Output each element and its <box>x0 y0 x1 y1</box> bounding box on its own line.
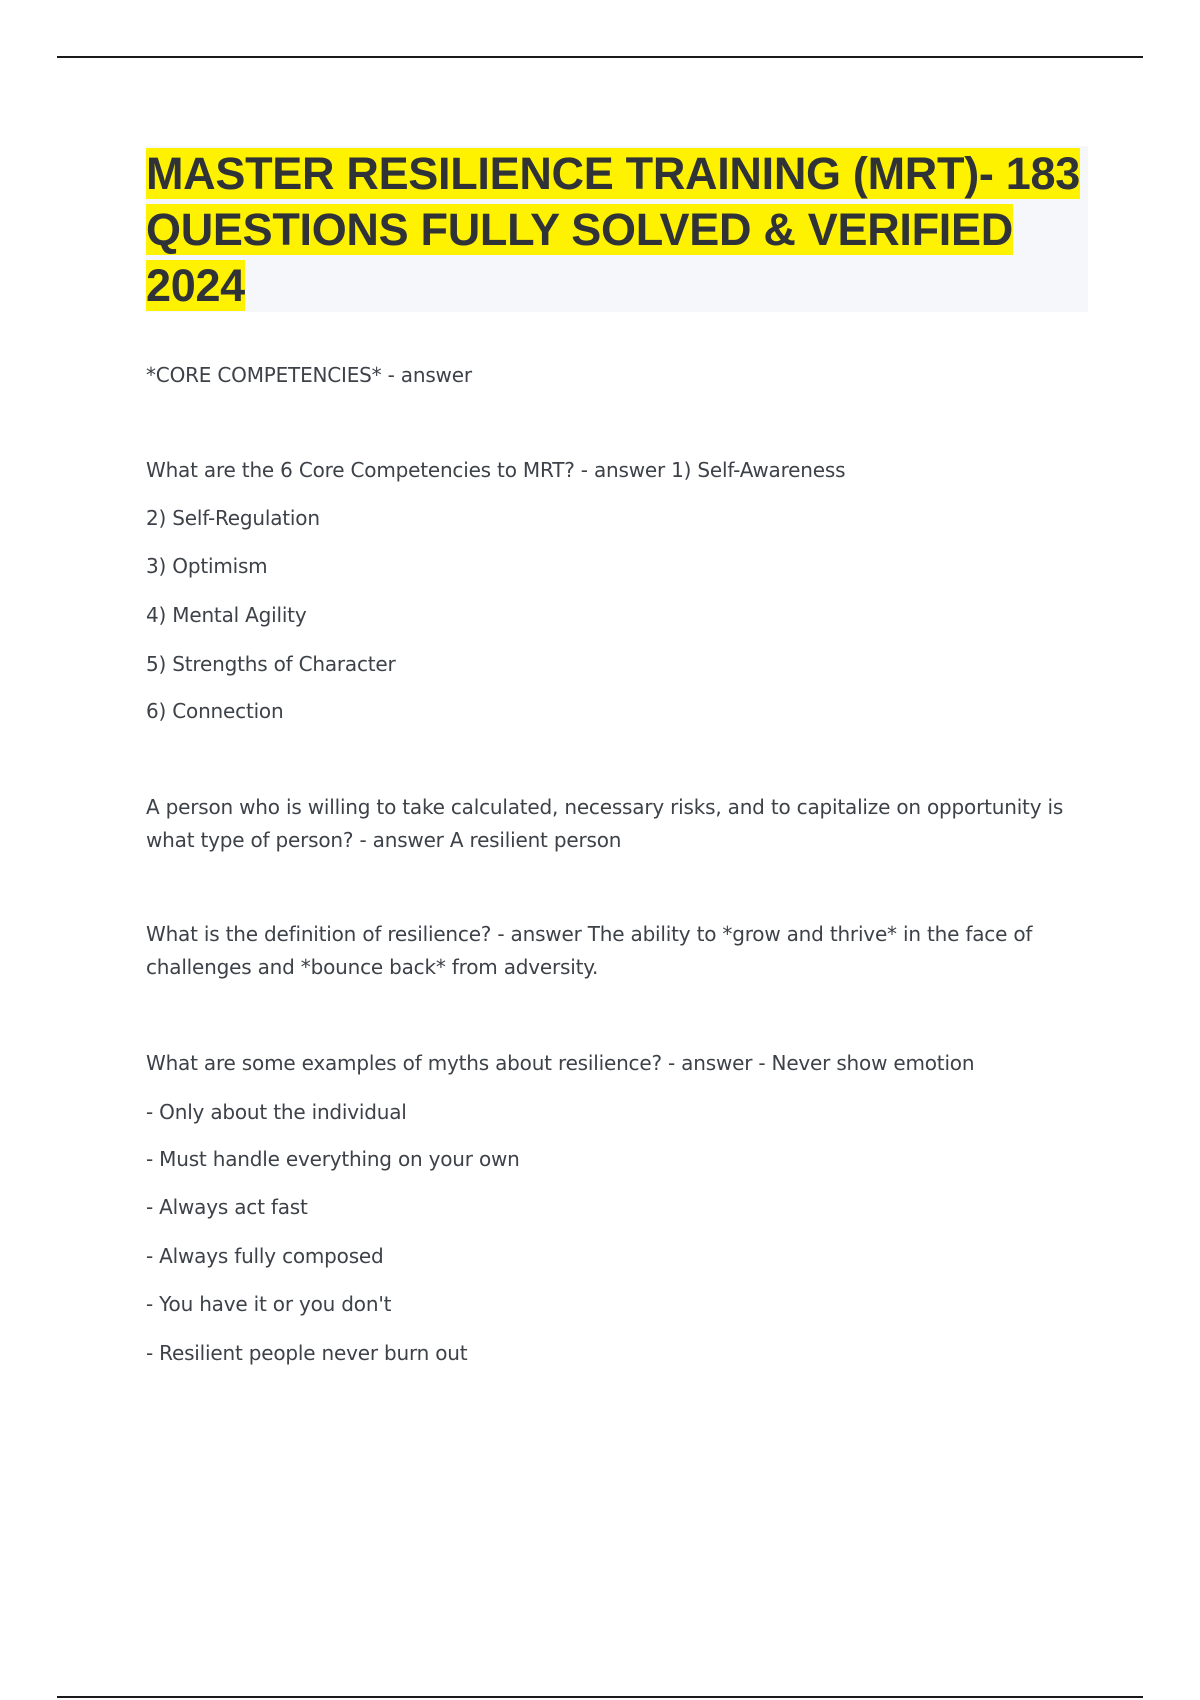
header-rule <box>57 56 1143 58</box>
question-core-competencies: What are the 6 Core Competencies to MRT? - answer 1) Self-Awareness <box>146 458 846 482</box>
section-heading: *CORE COMPETENCIES* - answer <box>146 363 472 387</box>
list-item: 6) Connection <box>146 699 284 723</box>
title-highlight: MASTER RESILIENCE TRAINING (MRT)- 183 QUESTIONS FULLY SOLVED & VERIFIED 2024 <box>146 148 1080 311</box>
title-block <box>146 146 1088 312</box>
list-item: 4) Mental Agility <box>146 603 307 627</box>
list-item: 5) Strengths of Character <box>146 652 396 676</box>
list-item: - Must handle everything on your own <box>146 1147 520 1171</box>
document-title <box>146 146 1088 314</box>
footer-rule <box>57 1696 1143 1698</box>
list-item: - Only about the individual <box>146 1100 407 1124</box>
list-item: - Resilient people never burn out <box>146 1341 468 1365</box>
list-item: 3) Optimism <box>146 554 268 578</box>
list-item: 2) Self-Regulation <box>146 506 320 530</box>
list-item: - Always fully composed <box>146 1244 384 1268</box>
question-myths: What are some examples of myths about resilience? - answer - Never show emotion <box>146 1051 975 1075</box>
list-item: - Always act fast <box>146 1195 308 1219</box>
question-definition: What is the definition of resilience? - answer The ability to *grow and thrive* in the face of challenges and *bounce back* from adversity. <box>146 922 1033 979</box>
list-item: - You have it or you don't <box>146 1292 392 1316</box>
question-resilient-person: A person who is willing to take calculated, necessary risks, and to capitalize on opportunity is what type of person? - answer A resilient person <box>146 795 1064 852</box>
